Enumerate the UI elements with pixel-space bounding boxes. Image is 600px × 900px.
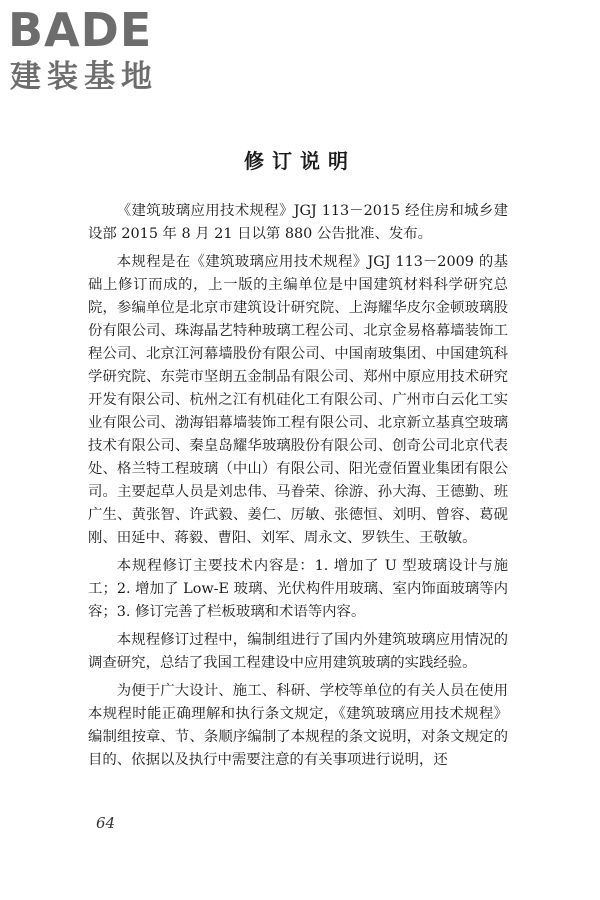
body-text	[88, 200, 508, 777]
logo-wordmark: BADE	[8, 3, 153, 57]
bade-logo	[8, 3, 178, 96]
page-title: 修订说明	[244, 149, 356, 173]
paragraph-research: 本规程修订过程中，编制组进行了国内外建筑玻璃应用情况的调查研究，总结了我国工程建设中应用建筑玻璃的实践经验。	[88, 632, 508, 671]
page-number: 64	[96, 814, 116, 832]
paragraph-approval: 《建筑玻璃应用技术规程》JGJ 113－2015 经住房和城乡建设部 2015 年 8 月 21 日以第 880 公告批准、发布。	[88, 203, 508, 242]
logo-subtitle: 建装基地	[10, 59, 158, 95]
paragraph-purpose: 为便于广大设计、施工、科研、学校等单位的有关人员在使用本规程时能正确理解和执行条文规定，《建筑玻璃应用技术规程》编制组按章、节、条顺序编制了本规程的条文说明，对条文规定的目的、依据以及执行中需要注意的有关事项进行说明，还	[88, 683, 508, 768]
paragraph-technical-changes: 本规程修订主要技术内容是：1. 增加了 U 型玻璃设计与施工；2. 增加了 Low-E 玻璃、光伏构件用玻璃、室内饰面玻璃等内容；3. 修订完善了栏板玻璃和术语等内容。	[88, 558, 508, 620]
paragraph-history: 本规程是在《建筑玻璃应用技术规程》JGJ 113－2009 的基础上修订而成的，上一版的主编单位是中国建筑材料科学研究总院，参编单位是北京市建筑设计研究院、上海耀华皮尔金顿玻璃股份有限公司、珠海晶艺特种玻璃工程公司、北京金易格幕墙装饰工程公司、北京江河幕墙股份有限公司、中国南玻集团、中国建筑科学研究院、东莞市坚朗五金制品有限公司、郑州中原应用技术研究开发有限公司、杭州之江有机硅化工有限公司、广州市白云化工实业有限公司、渤海铝幕墙装饰工程有限公司、北京新立基真空玻璃技术有限公司、秦皇岛耀华玻璃股份有限公司、创奇公司北京代表处、格兰特工程玻璃（中山）有限公司、阳光壹佰置业集团有限公司。主要起草人员是刘忠伟、马眷荣、徐游、孙大海、王德勤、班广生、黄张智、许武毅、姜仁、厉敏、张德恒、刘明、曾容、葛砚刚、田延中、蒋毅、曹阳、刘军、周永文、罗铁生、王敬敏。	[88, 254, 508, 546]
